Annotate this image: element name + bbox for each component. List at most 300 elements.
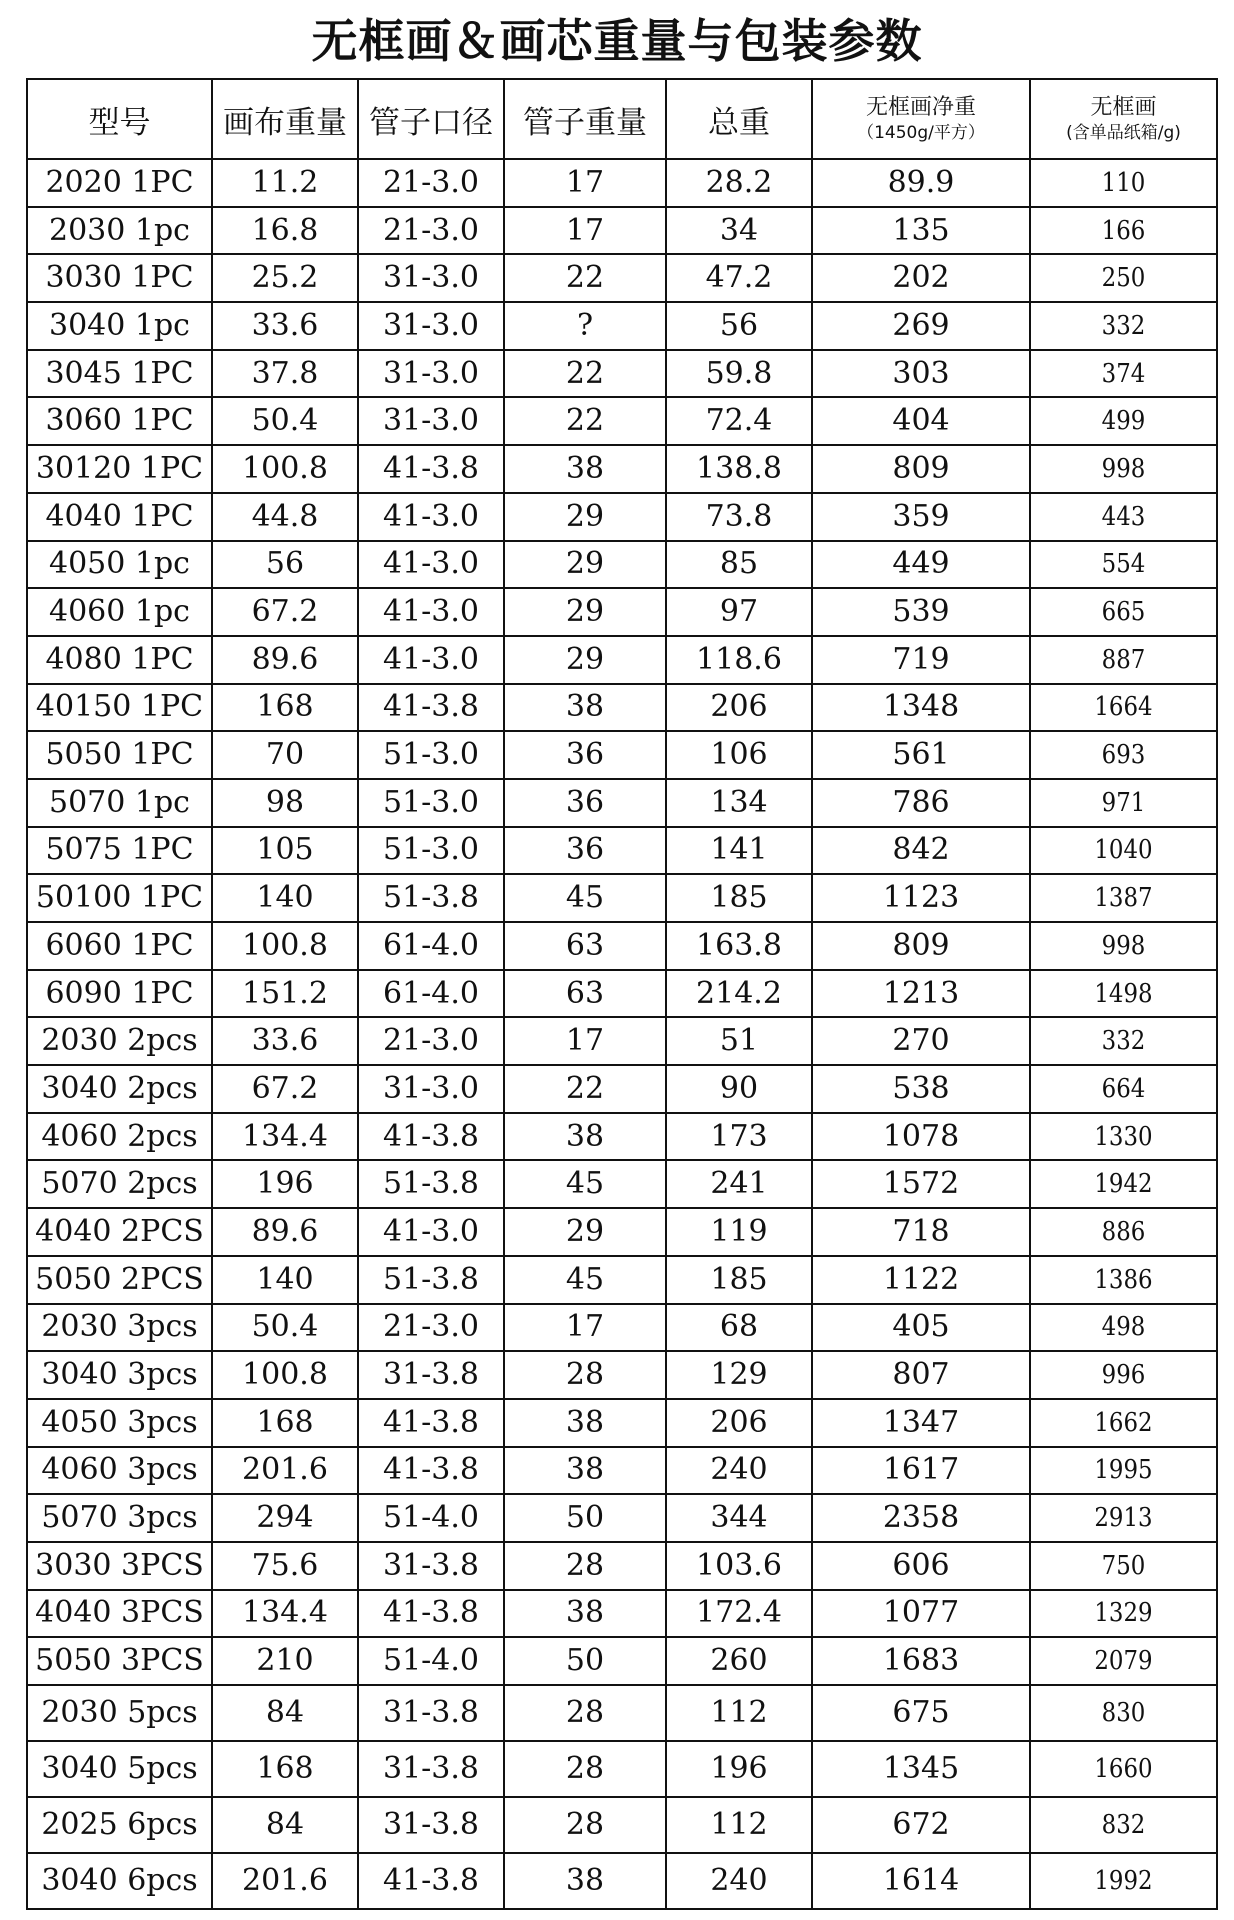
cell-boxed-weight: 2913 (1041, 1494, 1206, 1542)
cell-net-weight: 539 (812, 588, 1030, 636)
cell-tube-weight: 17 (504, 207, 666, 255)
cell-total-weight: 72.4 (666, 397, 812, 445)
cell-total-weight: 240 (666, 1853, 812, 1909)
cell-total-weight: 163.8 (666, 922, 812, 970)
header-boxed-weight-main: 无框画 (1090, 95, 1157, 120)
cell-boxed-weight: 1386 (1041, 1256, 1206, 1304)
cell-model: 5050 3PCS (27, 1637, 212, 1685)
cell-net-weight: 1348 (812, 684, 1030, 732)
cell-tube-diameter: 41-3.0 (358, 636, 504, 684)
cell-boxed-weight: 998 (1041, 445, 1206, 493)
cell-model: 3040 1pc (27, 302, 212, 350)
cell-total-weight: 185 (666, 1256, 812, 1304)
cell-net-weight: 135 (812, 207, 1030, 255)
cell-model: 2020 1PC (27, 159, 212, 207)
cell-total-weight: 73.8 (666, 493, 812, 541)
cell-tube-weight: 28 (504, 1685, 666, 1741)
cell-net-weight: 1683 (812, 1637, 1030, 1685)
cell-boxed-weight: 554 (1041, 541, 1206, 589)
cell-canvas-weight: 140 (212, 874, 358, 922)
cell-total-weight: 68 (666, 1304, 812, 1352)
cell-tube-diameter: 31-3.8 (358, 1797, 504, 1853)
cell-model: 30120 1PC (27, 445, 212, 493)
cell-total-weight: 141 (666, 827, 812, 875)
cell-tube-weight: 28 (504, 1741, 666, 1797)
cell-tube-diameter: 51-3.0 (358, 827, 504, 875)
cell-total-weight: 196 (666, 1741, 812, 1797)
cell-tube-diameter: 31-3.8 (358, 1351, 504, 1399)
cell-net-weight: 718 (812, 1208, 1030, 1256)
cell-tube-diameter: 61-4.0 (358, 922, 504, 970)
cell-tube-weight: 22 (504, 1065, 666, 1113)
cell-tube-diameter: 41-3.0 (358, 541, 504, 589)
cell-canvas-weight: 201.6 (212, 1447, 358, 1495)
cell-canvas-weight: 196 (212, 1160, 358, 1208)
cell-total-weight: 106 (666, 731, 812, 779)
cell-boxed-weight: 166 (1041, 207, 1206, 255)
cell-tube-weight: 22 (504, 350, 666, 398)
cell-canvas-weight: 11.2 (212, 159, 358, 207)
cell-tube-diameter: 51-3.0 (358, 731, 504, 779)
cell-model: 6090 1PC (27, 970, 212, 1018)
cell-canvas-weight: 70 (212, 731, 358, 779)
cell-canvas-weight: 25.2 (212, 254, 358, 302)
cell-boxed-weight: 374 (1041, 350, 1206, 398)
cell-model: 4050 1pc (27, 541, 212, 589)
cell-model: 3040 5pcs (27, 1741, 212, 1797)
cell-tube-diameter: 21-3.0 (358, 207, 504, 255)
cell-canvas-weight: 168 (212, 1399, 358, 1447)
table-row (27, 684, 1217, 732)
cell-boxed-weight: 1992 (1041, 1853, 1206, 1909)
table-header-row (27, 79, 1217, 159)
cell-tube-weight: 28 (504, 1351, 666, 1399)
cell-canvas-weight: 100.8 (212, 922, 358, 970)
cell-tube-weight: 17 (504, 1304, 666, 1352)
table-row (27, 1637, 1217, 1685)
cell-net-weight: 405 (812, 1304, 1030, 1352)
table-row (27, 302, 1217, 350)
table-row (27, 1208, 1217, 1256)
cell-tube-weight: 17 (504, 1017, 666, 1065)
header-tube-weight: 管子重量 (504, 79, 666, 159)
cell-net-weight: 1213 (812, 970, 1030, 1018)
cell-boxed-weight: 2079 (1041, 1637, 1206, 1685)
table-row (27, 159, 1217, 207)
cell-boxed-weight: 498 (1041, 1304, 1206, 1352)
cell-tube-weight: 38 (504, 1447, 666, 1495)
table-row (27, 493, 1217, 541)
cell-net-weight: 1572 (812, 1160, 1030, 1208)
cell-total-weight: 173 (666, 1113, 812, 1161)
cell-total-weight: 47.2 (666, 254, 812, 302)
cell-tube-diameter: 31-3.0 (358, 350, 504, 398)
cell-total-weight: 129 (666, 1351, 812, 1399)
cell-canvas-weight: 50.4 (212, 397, 358, 445)
cell-tube-diameter: 41-3.8 (358, 445, 504, 493)
cell-canvas-weight: 168 (212, 684, 358, 732)
cell-tube-weight: 38 (504, 684, 666, 732)
table-row (27, 1017, 1217, 1065)
table-row (27, 1685, 1217, 1741)
table-row (27, 541, 1217, 589)
cell-tube-weight: 29 (504, 1208, 666, 1256)
table-row (27, 1797, 1217, 1853)
cell-canvas-weight: 140 (212, 1256, 358, 1304)
cell-net-weight: 269 (812, 302, 1030, 350)
cell-net-weight: 359 (812, 493, 1030, 541)
cell-net-weight: 2358 (812, 1494, 1030, 1542)
cell-tube-diameter: 31-3.8 (358, 1685, 504, 1741)
cell-tube-weight: 36 (504, 731, 666, 779)
cell-net-weight: 809 (812, 922, 1030, 970)
cell-model: 5075 1PC (27, 827, 212, 875)
cell-net-weight: 303 (812, 350, 1030, 398)
cell-canvas-weight: 98 (212, 779, 358, 827)
cell-canvas-weight: 75.6 (212, 1542, 358, 1590)
cell-net-weight: 1122 (812, 1256, 1030, 1304)
cell-net-weight: 1077 (812, 1590, 1030, 1638)
header-canvas-weight: 画布重量 (212, 79, 358, 159)
table-row (27, 1853, 1217, 1909)
cell-tube-weight: 36 (504, 827, 666, 875)
cell-canvas-weight: 89.6 (212, 636, 358, 684)
cell-net-weight: 1617 (812, 1447, 1030, 1495)
cell-total-weight: 118.6 (666, 636, 812, 684)
cell-total-weight: 28.2 (666, 159, 812, 207)
cell-total-weight: 59.8 (666, 350, 812, 398)
cell-canvas-weight: 134.4 (212, 1113, 358, 1161)
cell-tube-diameter: 31-3.8 (358, 1741, 504, 1797)
cell-boxed-weight: 1660 (1041, 1741, 1206, 1797)
table-row (27, 731, 1217, 779)
cell-model: 3030 1PC (27, 254, 212, 302)
table-row (27, 922, 1217, 970)
cell-net-weight: 404 (812, 397, 1030, 445)
table-row (27, 827, 1217, 875)
cell-net-weight: 1614 (812, 1853, 1030, 1909)
cell-model: 3045 1PC (27, 350, 212, 398)
table-row (27, 350, 1217, 398)
cell-tube-weight: 45 (504, 874, 666, 922)
table-row (27, 970, 1217, 1018)
cell-boxed-weight: 250 (1041, 254, 1206, 302)
table-row (27, 207, 1217, 255)
cell-model: 4060 1pc (27, 588, 212, 636)
cell-total-weight: 97 (666, 588, 812, 636)
cell-total-weight: 260 (666, 1637, 812, 1685)
cell-canvas-weight: 56 (212, 541, 358, 589)
cell-tube-diameter: 61-4.0 (358, 970, 504, 1018)
cell-boxed-weight: 971 (1041, 779, 1206, 827)
cell-model: 5050 2PCS (27, 1256, 212, 1304)
cell-canvas-weight: 33.6 (212, 302, 358, 350)
cell-total-weight: 344 (666, 1494, 812, 1542)
cell-tube-diameter: 31-3.0 (358, 302, 504, 350)
cell-model: 5070 2pcs (27, 1160, 212, 1208)
cell-total-weight: 112 (666, 1685, 812, 1741)
cell-boxed-weight: 1330 (1041, 1113, 1206, 1161)
table-row (27, 1256, 1217, 1304)
cell-model: 4040 3PCS (27, 1590, 212, 1638)
cell-model: 2030 1pc (27, 207, 212, 255)
header-tube-diameter: 管子口径 (358, 79, 504, 159)
cell-net-weight: 270 (812, 1017, 1030, 1065)
table-row (27, 1399, 1217, 1447)
cell-tube-diameter: 51-3.8 (358, 874, 504, 922)
cell-tube-weight: 29 (504, 541, 666, 589)
cell-boxed-weight: 830 (1041, 1685, 1206, 1741)
cell-boxed-weight: 1387 (1041, 874, 1206, 922)
cell-model: 5050 1PC (27, 731, 212, 779)
cell-tube-weight: 29 (504, 636, 666, 684)
table-row (27, 779, 1217, 827)
cell-boxed-weight: 832 (1041, 1797, 1206, 1853)
cell-boxed-weight: 499 (1041, 397, 1206, 445)
cell-model: 6060 1PC (27, 922, 212, 970)
cell-tube-weight: 17 (504, 159, 666, 207)
cell-net-weight: 1345 (812, 1741, 1030, 1797)
cell-total-weight: 138.8 (666, 445, 812, 493)
cell-tube-diameter: 31-3.0 (358, 1065, 504, 1113)
page-title: 无框画＆画芯重量与包装参数 (311, 14, 923, 68)
table-row (27, 636, 1217, 684)
cell-tube-diameter: 31-3.8 (358, 1542, 504, 1590)
cell-tube-weight: 28 (504, 1542, 666, 1590)
cell-tube-diameter: 21-3.0 (358, 1017, 504, 1065)
cell-model: 40150 1PC (27, 684, 212, 732)
cell-model: 2030 3pcs (27, 1304, 212, 1352)
cell-total-weight: 185 (666, 874, 812, 922)
cell-canvas-weight: 84 (212, 1797, 358, 1853)
table-row (27, 588, 1217, 636)
cell-canvas-weight: 294 (212, 1494, 358, 1542)
cell-net-weight: 202 (812, 254, 1030, 302)
cell-total-weight: 103.6 (666, 1542, 812, 1590)
cell-total-weight: 206 (666, 1399, 812, 1447)
table-row (27, 1113, 1217, 1161)
cell-canvas-weight: 67.2 (212, 588, 358, 636)
cell-canvas-weight: 105 (212, 827, 358, 875)
cell-total-weight: 119 (666, 1208, 812, 1256)
cell-tube-diameter: 41-3.8 (358, 1113, 504, 1161)
header-net-weight-sub: （1450g/平方） (857, 123, 985, 143)
cell-tube-weight: 45 (504, 1256, 666, 1304)
cell-model: 4040 1PC (27, 493, 212, 541)
header-net-weight-main: 无框画净重 (865, 95, 976, 120)
cell-tube-weight: 38 (504, 1853, 666, 1909)
cell-total-weight: 51 (666, 1017, 812, 1065)
cell-net-weight: 449 (812, 541, 1030, 589)
cell-boxed-weight: 996 (1041, 1351, 1206, 1399)
cell-tube-weight: ? (504, 302, 666, 350)
cell-tube-diameter: 51-3.8 (358, 1256, 504, 1304)
cell-model: 2030 2pcs (27, 1017, 212, 1065)
table-row (27, 1065, 1217, 1113)
table-row (27, 397, 1217, 445)
cell-boxed-weight: 1664 (1041, 684, 1206, 732)
cell-model: 3040 3pcs (27, 1351, 212, 1399)
cell-net-weight: 89.9 (812, 159, 1030, 207)
cell-net-weight: 807 (812, 1351, 1030, 1399)
cell-tube-weight: 38 (504, 1399, 666, 1447)
cell-net-weight: 1123 (812, 874, 1030, 922)
cell-model: 3030 3PCS (27, 1542, 212, 1590)
cell-tube-diameter: 41-3.8 (358, 1853, 504, 1909)
cell-net-weight: 606 (812, 1542, 1030, 1590)
cell-total-weight: 172.4 (666, 1590, 812, 1638)
cell-tube-weight: 29 (504, 588, 666, 636)
cell-canvas-weight: 44.8 (212, 493, 358, 541)
cell-total-weight: 56 (666, 302, 812, 350)
cell-canvas-weight: 168 (212, 1741, 358, 1797)
table-row (27, 1542, 1217, 1590)
cell-boxed-weight: 332 (1041, 1017, 1206, 1065)
cell-boxed-weight: 1498 (1041, 970, 1206, 1018)
cell-tube-diameter: 41-3.0 (358, 588, 504, 636)
cell-boxed-weight: 886 (1041, 1208, 1206, 1256)
cell-model: 4050 3pcs (27, 1399, 212, 1447)
cell-boxed-weight: 693 (1041, 731, 1206, 779)
cell-total-weight: 240 (666, 1447, 812, 1495)
cell-tube-diameter: 41-3.8 (358, 1590, 504, 1638)
header-net-weight (812, 79, 1030, 159)
cell-model: 50100 1PC (27, 874, 212, 922)
cell-total-weight: 85 (666, 541, 812, 589)
table-row (27, 1447, 1217, 1495)
cell-model: 2030 5pcs (27, 1685, 212, 1741)
cell-canvas-weight: 134.4 (212, 1590, 358, 1638)
cell-net-weight: 675 (812, 1685, 1030, 1741)
cell-boxed-weight: 1995 (1041, 1447, 1206, 1495)
table-row (27, 1494, 1217, 1542)
cell-boxed-weight: 443 (1041, 493, 1206, 541)
cell-tube-diameter: 31-3.0 (358, 397, 504, 445)
cell-tube-diameter: 21-3.0 (358, 1304, 504, 1352)
cell-canvas-weight: 89.6 (212, 1208, 358, 1256)
cell-tube-weight: 38 (504, 1113, 666, 1161)
cell-tube-diameter: 41-3.8 (358, 1447, 504, 1495)
header-boxed-weight (1030, 79, 1217, 159)
cell-tube-weight: 22 (504, 397, 666, 445)
table-body (27, 159, 1217, 1909)
cell-boxed-weight: 750 (1041, 1542, 1206, 1590)
cell-model: 4040 2PCS (27, 1208, 212, 1256)
cell-canvas-weight: 100.8 (212, 445, 358, 493)
table-row (27, 1160, 1217, 1208)
cell-canvas-weight: 201.6 (212, 1853, 358, 1909)
cell-tube-diameter: 51-3.8 (358, 1160, 504, 1208)
cell-net-weight: 561 (812, 731, 1030, 779)
cell-tube-weight: 50 (504, 1494, 666, 1542)
cell-tube-diameter: 51-3.0 (358, 779, 504, 827)
cell-tube-diameter: 41-3.0 (358, 1208, 504, 1256)
cell-boxed-weight: 665 (1041, 588, 1206, 636)
cell-canvas-weight: 33.6 (212, 1017, 358, 1065)
cell-tube-weight: 63 (504, 970, 666, 1018)
cell-model: 5070 1pc (27, 779, 212, 827)
cell-model: 4080 1PC (27, 636, 212, 684)
cell-tube-diameter: 51-4.0 (358, 1494, 504, 1542)
cell-boxed-weight: 1662 (1041, 1399, 1206, 1447)
cell-net-weight: 538 (812, 1065, 1030, 1113)
cell-model: 3040 2pcs (27, 1065, 212, 1113)
weight-packaging-table (26, 78, 1218, 1910)
cell-tube-weight: 22 (504, 254, 666, 302)
cell-boxed-weight: 332 (1041, 302, 1206, 350)
cell-total-weight: 34 (666, 207, 812, 255)
cell-total-weight: 112 (666, 1797, 812, 1853)
cell-net-weight: 1078 (812, 1113, 1030, 1161)
cell-model: 3040 6pcs (27, 1853, 212, 1909)
cell-model: 4060 2pcs (27, 1113, 212, 1161)
cell-total-weight: 90 (666, 1065, 812, 1113)
cell-total-weight: 206 (666, 684, 812, 732)
cell-tube-diameter: 51-4.0 (358, 1637, 504, 1685)
table-row (27, 1590, 1217, 1638)
cell-tube-weight: 38 (504, 445, 666, 493)
cell-boxed-weight: 887 (1041, 636, 1206, 684)
cell-net-weight: 842 (812, 827, 1030, 875)
cell-tube-diameter: 21-3.0 (358, 159, 504, 207)
table-row (27, 1741, 1217, 1797)
cell-tube-weight: 50 (504, 1637, 666, 1685)
cell-model: 2025 6pcs (27, 1797, 212, 1853)
cell-canvas-weight: 210 (212, 1637, 358, 1685)
table-row (27, 254, 1217, 302)
cell-model: 5070 3pcs (27, 1494, 212, 1542)
cell-tube-weight: 28 (504, 1797, 666, 1853)
cell-canvas-weight: 151.2 (212, 970, 358, 1018)
cell-boxed-weight: 1329 (1041, 1590, 1206, 1638)
cell-tube-diameter: 31-3.0 (358, 254, 504, 302)
cell-tube-diameter: 41-3.8 (358, 684, 504, 732)
cell-net-weight: 719 (812, 636, 1030, 684)
cell-tube-weight: 38 (504, 1590, 666, 1638)
cell-tube-diameter: 41-3.8 (358, 1399, 504, 1447)
cell-canvas-weight: 100.8 (212, 1351, 358, 1399)
cell-boxed-weight: 1942 (1041, 1160, 1206, 1208)
table-row (27, 445, 1217, 493)
cell-model: 3060 1PC (27, 397, 212, 445)
cell-total-weight: 214.2 (666, 970, 812, 1018)
cell-net-weight: 786 (812, 779, 1030, 827)
cell-total-weight: 241 (666, 1160, 812, 1208)
cell-canvas-weight: 50.4 (212, 1304, 358, 1352)
cell-boxed-weight: 110 (1041, 159, 1206, 207)
cell-canvas-weight: 16.8 (212, 207, 358, 255)
table-row (27, 1304, 1217, 1352)
cell-net-weight: 672 (812, 1797, 1030, 1853)
cell-total-weight: 134 (666, 779, 812, 827)
cell-boxed-weight: 664 (1041, 1065, 1206, 1113)
cell-boxed-weight: 998 (1041, 922, 1206, 970)
cell-boxed-weight: 1040 (1041, 827, 1206, 875)
table-row (27, 874, 1217, 922)
cell-canvas-weight: 67.2 (212, 1065, 358, 1113)
cell-model: 4060 3pcs (27, 1447, 212, 1495)
cell-tube-weight: 45 (504, 1160, 666, 1208)
header-boxed-weight-sub: (含单品纸箱/g) (1066, 123, 1181, 143)
header-total-weight: 总重 (666, 79, 812, 159)
cell-net-weight: 809 (812, 445, 1030, 493)
table-row (27, 1351, 1217, 1399)
cell-canvas-weight: 37.8 (212, 350, 358, 398)
cell-canvas-weight: 84 (212, 1685, 358, 1741)
header-model: 型号 (27, 79, 212, 159)
cell-tube-weight: 63 (504, 922, 666, 970)
cell-tube-weight: 36 (504, 779, 666, 827)
